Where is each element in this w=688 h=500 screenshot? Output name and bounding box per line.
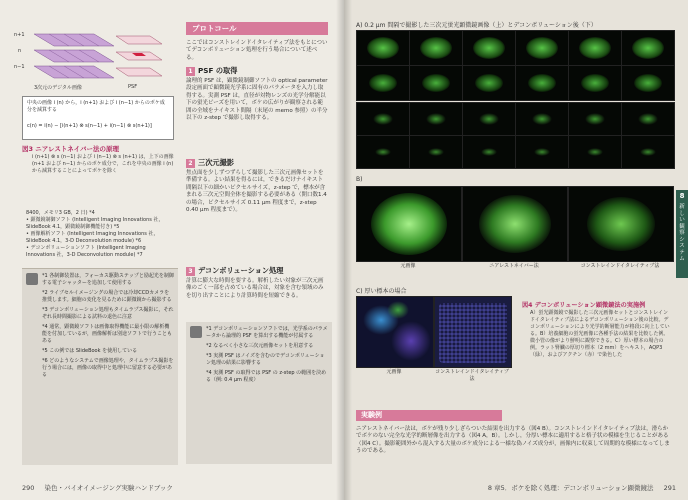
panel-b-constrained-iterative: [568, 186, 674, 262]
panel-a-thumb: [621, 30, 675, 66]
digital-image-illustration: [24, 22, 164, 92]
note-item: *4 通常，顕微鏡ソフトは画像取得機能に最小限の解析機能を付加しているが，画像解析は別途ソフトで行うこともある: [42, 324, 173, 344]
book-title: 染色・バイオイメージング実験ハンドブック: [44, 484, 173, 492]
panel-a-thumb-deconv: [515, 135, 569, 169]
panel-a-thumb: [621, 65, 675, 101]
step-3-number: 3: [186, 267, 195, 276]
page-number-right: 291: [663, 484, 676, 492]
step-3-text: 計算に膨大な時間を要する。解析したい対象が三次元画像のごく一部を占めている場合は，対象を含む領域のみを切り出すことにより計算時間を短縮できる。: [186, 278, 324, 299]
panel-a-thumb: [356, 65, 410, 101]
panel-a-thumb-deconv: [409, 135, 463, 169]
left-footer: [22, 483, 173, 492]
panel-b-caption: ニアレストネイバー法: [489, 263, 539, 269]
step-note-item: *2 なるべく小さな三次元画像セットを用意する: [206, 343, 314, 349]
panel-b-original: [356, 186, 462, 262]
label-n-plus-1: n+1: [14, 32, 25, 38]
right-footer: [488, 483, 676, 492]
step-3-heading: [186, 266, 283, 276]
panel-c-constrained-iterative: [434, 296, 512, 368]
panel-a-thumb-deconv: [356, 135, 410, 169]
step-1-text: 論理的 PSF は，顕微鏡制御ソフトの optical parameter 設定画面で顕微鏡光学系に固有のパラメータを入力し取得する。実測 PSF は，直径が対物レンズの光学分解能以下の蛍光ビーズを用いて，ボケの広がりが観察される範囲の全域をナイキスト間隔（末尾の memo 参照）の半分以下の z-step で撮影し取得する。: [186, 78, 328, 122]
note-item: *3 デコンボリューション処理もタイムラプス撮影に，それぞれ長時間撮影による試料の退色に注意: [42, 307, 174, 320]
step-notes-box: [186, 322, 332, 464]
panel-b-nearest-neighbor: [462, 186, 568, 262]
panel-a-thumb-deconv: [462, 135, 516, 169]
panel-a-thumb: [515, 65, 569, 101]
step-2-text: 焦点面を少しずつずらして撮影した三次元画像セットを準備する。よい結果を得るには，できるだけナイキスト間隔以下の細かいピクセルサイズ，z-step で，標本が含まれる三次元空間全体を撮影する必要がある（開口数1.4の場合，ピクセルサイズ 0.11 μm 程度まで，z-step 0.40 μm 程度まで）。: [186, 170, 327, 214]
spec-line: • デコンボリューションソフト (Intelligent Imaging Innovations 社，3-D Deconvolution module) *7: [26, 245, 146, 258]
notes-list: [42, 273, 174, 382]
panel-a-thumb-deconv: [621, 135, 675, 169]
panel-a-grid: [356, 30, 674, 170]
panel-b-caption: コンストレインドイタレイティブ法: [580, 263, 660, 269]
protocol-header: プロトコール: [186, 22, 328, 35]
panel-b-label: B): [356, 176, 363, 183]
label-n-minus-1: n−1: [14, 64, 25, 70]
stack-grid-left: [34, 34, 114, 78]
fig4-title: 図4 デコンボリューション顕微鏡法の実施例: [522, 302, 646, 309]
step-note-item: *3 実測 PSF はノイズを含むのでデコンボリューション処理の結果に影響する: [206, 353, 325, 366]
protocol-intro: ここではコンストレインドイタレイティブ法をもとについてデコンボリューション処理を行う場合について述べる。: [186, 40, 328, 61]
step-1-title: PSF の取得: [198, 66, 238, 75]
panel-a-thumb: [462, 65, 516, 101]
panel-c-original: [356, 296, 434, 368]
formula-intro: 中央の画像 i (n) から，i (n+1) および i (n−1) からのボケ成分を減算する: [27, 100, 165, 113]
note-item: *6 どのようなシステムで画像処理や，タイムラプス撮影を行う場合には，画像の取得中と処理中に留意する必要がある: [42, 358, 174, 378]
psf-grid: [116, 36, 162, 76]
psf-caption: PSF: [128, 84, 138, 90]
panel-a-thumb-deconv: [621, 102, 675, 136]
panel-a-thumb: [568, 30, 622, 66]
step-1-number: 1: [186, 67, 195, 76]
panel-a-thumb-deconv: [568, 135, 622, 169]
spec-line: 8400，メモリ3 GB，2 日) *4: [26, 210, 95, 216]
note-icon: [190, 326, 202, 338]
panel-a-thumb: [462, 30, 516, 66]
panel-a-thumb: [515, 30, 569, 66]
spec-line: • 画像解析ソフト (Intelligent Imaging Innovations 社，SlideBook 4.1，3-D Deconvolution module) *6: [26, 231, 159, 244]
step-note-item: *4 実測 PSF の取得では PSF の z-step の範囲を決める（例: 0.4 μm 程度）: [206, 370, 327, 383]
page-number-left: 290: [22, 484, 35, 492]
digital-image-caption: 3次元のデジタル画像: [34, 85, 82, 91]
right-page: [344, 0, 688, 500]
panel-b-caption: 元画像: [400, 263, 416, 269]
panel-a-thumb-deconv: [462, 102, 516, 136]
chapter-number: 8: [679, 192, 685, 200]
note-item: *5 この例では SlideBook を使用している: [42, 348, 138, 354]
fig4-text: A）蛍光顕微鏡で撮影した三次元画像セットとコンストレインドイタレイティブ法によるデコンボリューション後の比較。デコンボリューションにより光学的断層能力が格段に向上している。B）培養細胞の蛍光画像に各種手法の結果を比較した例。微小管の像がより鮮明に観察できる。C）厚い標本の場合の例。ラット腎臓の厚切り標本（2 mm）をヘキスト，AQP3（緑），およびアクチン（赤）で染色した: [530, 310, 670, 358]
note-item: *1 各制御装置は，フォーカス駆動ステップと励起光を制御する電子シャッターを追加して使用する: [42, 273, 174, 286]
step-notes-list: [206, 326, 328, 387]
panel-c-caption: コンストレインドイタレイティブ法: [435, 369, 509, 382]
step-2-heading: [186, 158, 234, 168]
chapter-side-tab: [676, 190, 688, 278]
panel-a-label: A) 0.2 μm 間隔で撮影した三次元蛍光顕微鏡画像（上）とデコンボリューション後（下）: [356, 22, 597, 29]
panel-a-thumb-deconv: [409, 102, 463, 136]
panel-a-thumb: [409, 65, 463, 101]
panel-c-caption: 元画像: [386, 369, 402, 375]
spec-line: • 顕微鏡制御ソフト (Intelligent Imaging Innovations 社，SlideBook 4.1，顕微鏡制御機能付き) *5: [26, 217, 164, 230]
note-item: *2 ライブセルイメージングの場合では冷却CCDカメラを推奨します。細胞の変化を見るために顕微鏡から撮影する: [42, 290, 172, 303]
step-2-title: 三次元撮影: [198, 158, 234, 167]
step-2-number: 2: [186, 159, 195, 168]
panel-a-thumb-deconv: [356, 102, 410, 136]
panel-a-thumb-deconv: [568, 102, 622, 136]
label-n: n: [18, 48, 22, 54]
note-icon: [26, 273, 38, 285]
example-header: 実験例: [356, 410, 502, 421]
panel-a-thumb: [409, 30, 463, 66]
section-title-footer: 8 章5．ボケを除く処理：デコンボリューション顕微鏡法: [487, 484, 654, 492]
book-gutter: [336, 0, 352, 500]
fig3-title: 図3 ニアレストネイバー法の原理: [22, 145, 120, 153]
panel-c-label: C) 厚い標本の場合: [356, 288, 407, 295]
step-1-heading: [186, 66, 237, 76]
panel-a-thumb-deconv: [515, 102, 569, 136]
panel-a-thumb: [356, 30, 410, 66]
step-3-title: デコンボリューション処理: [198, 266, 284, 275]
spec-list: [26, 210, 176, 259]
formula-box: [22, 96, 174, 140]
notes-box: [22, 268, 178, 465]
fig3-text: i (n+1) ⊗ s (n−1) および i (n−1) ⊗ s (n+1) は，上下の画像 (n+1 および n−1) からのボケ成分で，これを中央の画像 i (n) から減算することによってボケを除く: [32, 154, 174, 174]
panel-a-thumb: [568, 65, 622, 101]
example-text: ニアレストネイバー法は，ボケが残り少しざらついた結果を出力する（図4 B）。コンストレインドイタレイティブ法は，滑らかでボケのない完全な光学的断層像を出力する（図4 A，B）。しかし，分厚い標本に適用すると格子状の模様を生じることがある（図4 C）。撮影範囲外から混入する大量のボケ成分による一様な偽ノイズ成分が，画像内に収束して周期的な模様になってしまうのである。: [356, 426, 670, 455]
formula: c(n) = i(n) − [i(n+1) ⊗ s(n−1) + i(n−1) ⊗ s(n+1)]: [27, 123, 152, 129]
chapter-title: 新しい観察システム: [679, 204, 685, 262]
step-note-item: *1 デコンボリューションソフトでは，光学系のパラメータから論理的 PSF を算出する機能が付属する: [206, 326, 328, 339]
